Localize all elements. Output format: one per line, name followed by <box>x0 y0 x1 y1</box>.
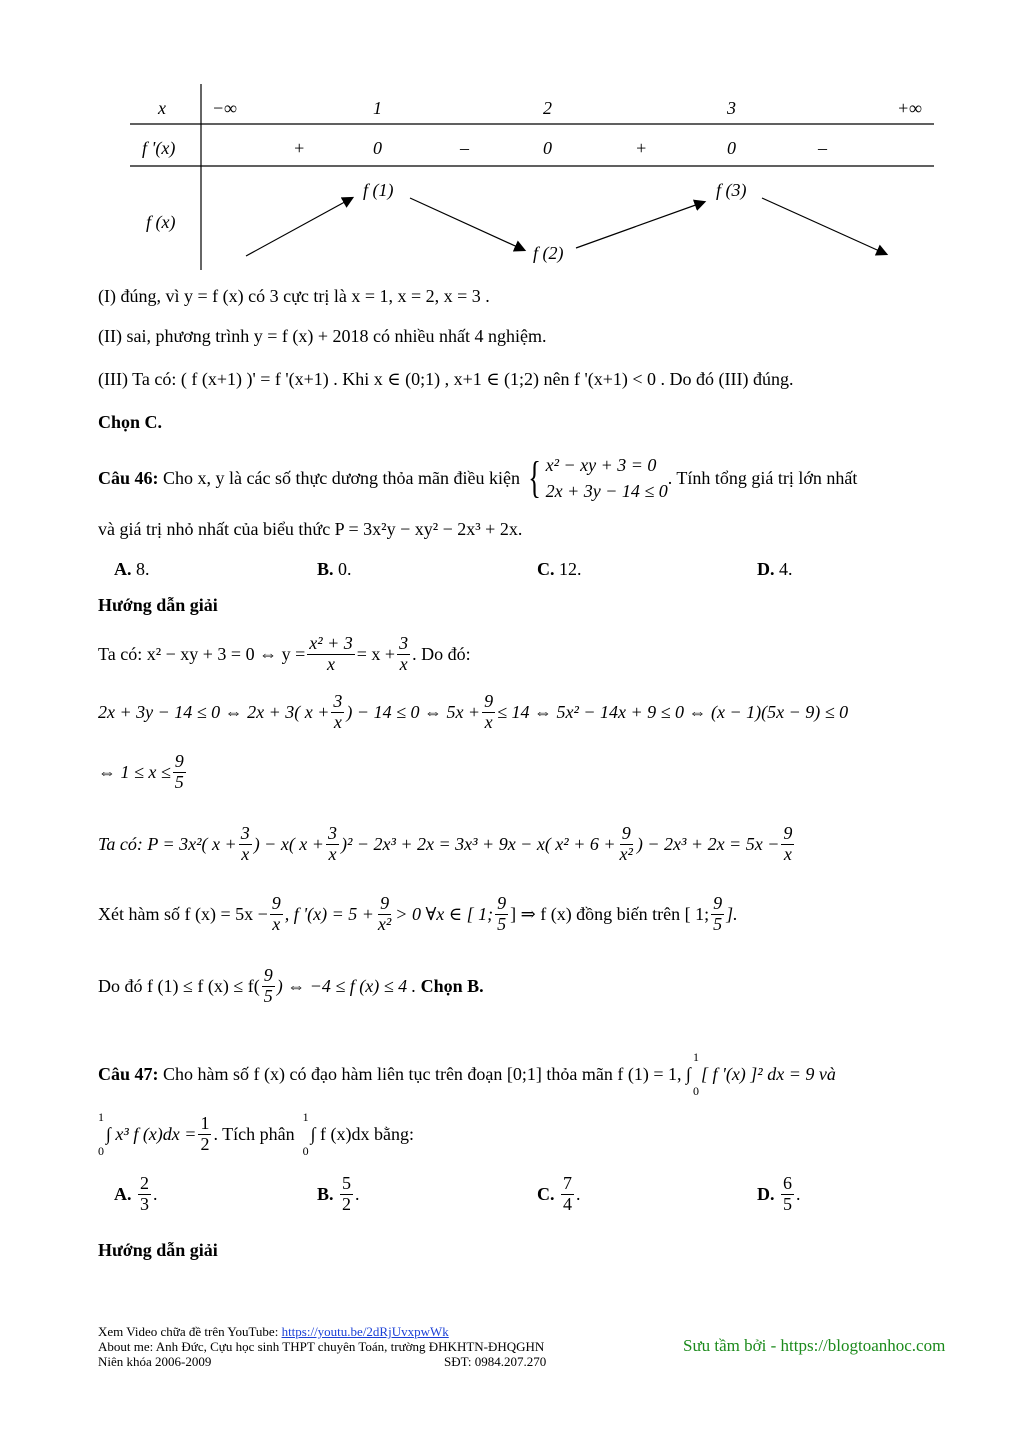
option-b: B. 0. <box>317 559 352 579</box>
footer-years-row: Niên khóa 2006-2009 SĐT: 0984.207.270 <box>98 1354 547 1369</box>
question-47-line-1 <box>98 1040 836 1108</box>
solution-step-1: Ta có: x² − xy + 3 = 0 ⇔ y = $\frac{\text{x² + 3}}{x}$ = x + $\frac{3}{x}$ . Do đó: <box>98 633 471 674</box>
solution-line-1: (I) đúng, vì y = f (x) có 3 cực trị là x = 1, x = 2, x = 3 . <box>98 286 490 306</box>
table-fp-value: 0 <box>543 138 552 158</box>
question-label: Câu 46: <box>98 467 159 488</box>
fraction: $\frac{9}{x}$ <box>271 893 281 934</box>
solution-step-5: Xét hàm số f (x) = 5x − $\frac{9}{x}$ , f '(x) = 5 + $\frac{9}{\text{x²}}$ > 0 ∀x ∈ [ 1; $\frac{9}{5}$ ] ⇒ f (x) đồng biến trên [ 1; $\frac{9}{5}$ ]. <box>98 893 738 934</box>
table-fp-value: – <box>818 138 827 158</box>
table-fp-value: 0 <box>373 138 382 158</box>
table-fp-value: + <box>293 138 306 158</box>
table-f-value: f (3) <box>716 180 747 200</box>
table-x-value: −∞ <box>212 98 237 118</box>
solution-step-4: Ta có: P = 3x²( x + $\frac{3}{x}$ ) − x( x + $\frac{3}{x}$ )² − 2x³ + 2x = 3x³ + 9x − x( x² + 6 + $\frac{9}{\text{x²}}$ ) − 2x³ + 2x = 5x − $\frac{9}{x}$ <box>98 823 793 864</box>
solution-step-3: ⇔ 1 ≤ x ≤ $\frac{9}{5}$ <box>98 751 184 792</box>
fraction: $\frac{1}{2}$ <box>200 1112 210 1154</box>
question-label: Câu 47: <box>98 1063 159 1084</box>
option-a: A. $\frac{2}{3}$ . <box>114 1173 158 1214</box>
fraction: $\frac{9}{\text{x²}}$ <box>377 893 392 934</box>
guide-heading: Hướng dẫn giải <box>98 1240 218 1260</box>
arrow-down-2 <box>762 198 886 254</box>
fraction: $\frac{3}{x}$ <box>399 633 409 674</box>
table-f-value: f (1) <box>363 180 394 200</box>
question-47-line-2: 1 0 ∫ x³ f (x)dx = $\frac{1}{2}$ . Tích phân 1 0 ∫ f (x)dx bằng: <box>98 1100 414 1168</box>
option-a: A. 8. <box>114 559 150 579</box>
option-c: C. 12. <box>537 559 582 579</box>
fraction: $\frac{9}{5}$ <box>497 893 507 934</box>
arrow-up-1 <box>246 198 352 256</box>
table-x-value: +∞ <box>897 98 922 118</box>
solution-line-2: (II) sai, phương trình y = f (x) + 2018 có nhiều nhất 4 nghiệm. <box>98 326 547 346</box>
question-text: Cho x, y là các số thực dương thỏa mãn điều kiện <box>163 467 520 488</box>
solution-step-6: Do đó f (1) ≤ f (x) ≤ f( $\frac{9}{5}$ ) ⇔ −4 ≤ f (x) ≤ 4 . Chọn B. <box>98 965 484 1006</box>
system-eq-2: 2x + 3y − 14 ≤ 0 <box>545 481 668 501</box>
table-x-value: 3 <box>727 98 736 118</box>
option-b: B. $\frac{5}{2}$ . <box>317 1173 360 1214</box>
equation-system <box>524 452 667 504</box>
fraction: $\frac{\text{x² + 3}}{x}$ <box>309 633 353 674</box>
footer <box>98 1324 658 1369</box>
table-fp-value: – <box>460 138 469 158</box>
solution-line-3: (III) Ta có: ( f (x+1) )' = f '(x+1) . Khi x ∈ (0;1) , x+1 ∈ (1;2) nên f '(x+1) < 0 . Do đó (III) đúng. <box>98 369 794 389</box>
arrow-up-2 <box>576 202 704 248</box>
question-46-line-2: và giá trị nhỏ nhất của biểu thức P = 3x²y − xy² − 2x³ + 2x. <box>98 519 523 539</box>
arrow-down-1 <box>410 198 524 250</box>
fraction: $\frac{9}{x}$ <box>484 691 494 732</box>
variation-table <box>120 80 940 275</box>
question-46-line-1 <box>98 448 857 508</box>
fraction: $\frac{3}{x}$ <box>327 823 337 864</box>
fraction: $\frac{3}{x}$ <box>333 691 343 732</box>
system-eq-1: x² − xy + 3 = 0 <box>545 455 657 475</box>
table-x-value: 2 <box>543 98 552 118</box>
footer-credit: Sưu tầm bởi - https://blogtoanhoc.com <box>683 1336 946 1355</box>
table-f-value: f (2) <box>533 243 564 263</box>
solution-step-2: 2x + 3y − 14 ≤ 0 ⇔ 2x + 3( x + $\frac{3}{x}$ ) − 14 ≤ 0 ⇔ 5x + $\frac{9}{x}$ ≤ 14 ⇔ 5x² − 14x + 9 ≤ 0 ⇔ (x − 1)(5x − 9) ≤ 0 <box>98 691 849 732</box>
table-fp-value: + <box>635 138 648 158</box>
integral-limits: 1 0 <box>302 1110 309 1158</box>
left-brace: { <box>528 453 542 502</box>
fraction: $\frac{9}{\text{x²}}$ <box>619 823 633 864</box>
integral-limits: 1 0 <box>692 1050 699 1098</box>
footer-video: Xem Video chữa đề trên YouTube: https://youtu.be/2dRjUvxpwWk <box>98 1324 449 1339</box>
option-c: C. $\frac{7}{4}$ . <box>537 1173 581 1214</box>
guide-heading: Hướng dẫn giải <box>98 595 218 615</box>
question-text: Cho hàm số f (x) có đạo hàm liên tục trên đoạn [0;1] thỏa mãn f (1) = 1, ∫ <box>163 1063 691 1084</box>
answer-choice: Chọn B. <box>420 975 484 996</box>
footer-about: About me: Anh Đức, Cựu học sinh THPT chuyên Toán, trường ĐHKHTN-ĐHQGHN <box>98 1339 545 1354</box>
integral-limits: 1 0 <box>98 1110 104 1158</box>
table-x-label: x <box>158 98 166 118</box>
question-text: [ f '(x) ]² dx = 9 và <box>700 1063 836 1084</box>
footer-phone: SĐT: 0984.207.270 <box>444 1354 547 1369</box>
fraction: $\frac{9}{x}$ <box>783 823 793 864</box>
table-f-label: f (x) <box>146 212 176 232</box>
table-x-value: 1 <box>373 98 382 118</box>
fraction: $\frac{9}{5}$ <box>263 965 273 1006</box>
answer-choice: Chọn C. <box>98 412 163 432</box>
table-fp-value: 0 <box>727 138 736 158</box>
variation-table-svg <box>120 80 940 275</box>
question-text: . Tính tổng giá trị lớn nhất <box>667 467 858 488</box>
youtube-link[interactable]: https://youtu.be/2dRjUvxpwWk <box>281 1324 449 1339</box>
option-d: D. 4. <box>757 559 793 579</box>
fraction: $\frac{9}{5}$ <box>174 751 184 792</box>
table-fp-label: f '(x) <box>142 138 176 158</box>
option-d: D. $\frac{6}{5}$ . <box>757 1173 801 1214</box>
fraction: $\frac{3}{x}$ <box>240 823 250 864</box>
fraction: $\frac{9}{5}$ <box>713 893 723 934</box>
